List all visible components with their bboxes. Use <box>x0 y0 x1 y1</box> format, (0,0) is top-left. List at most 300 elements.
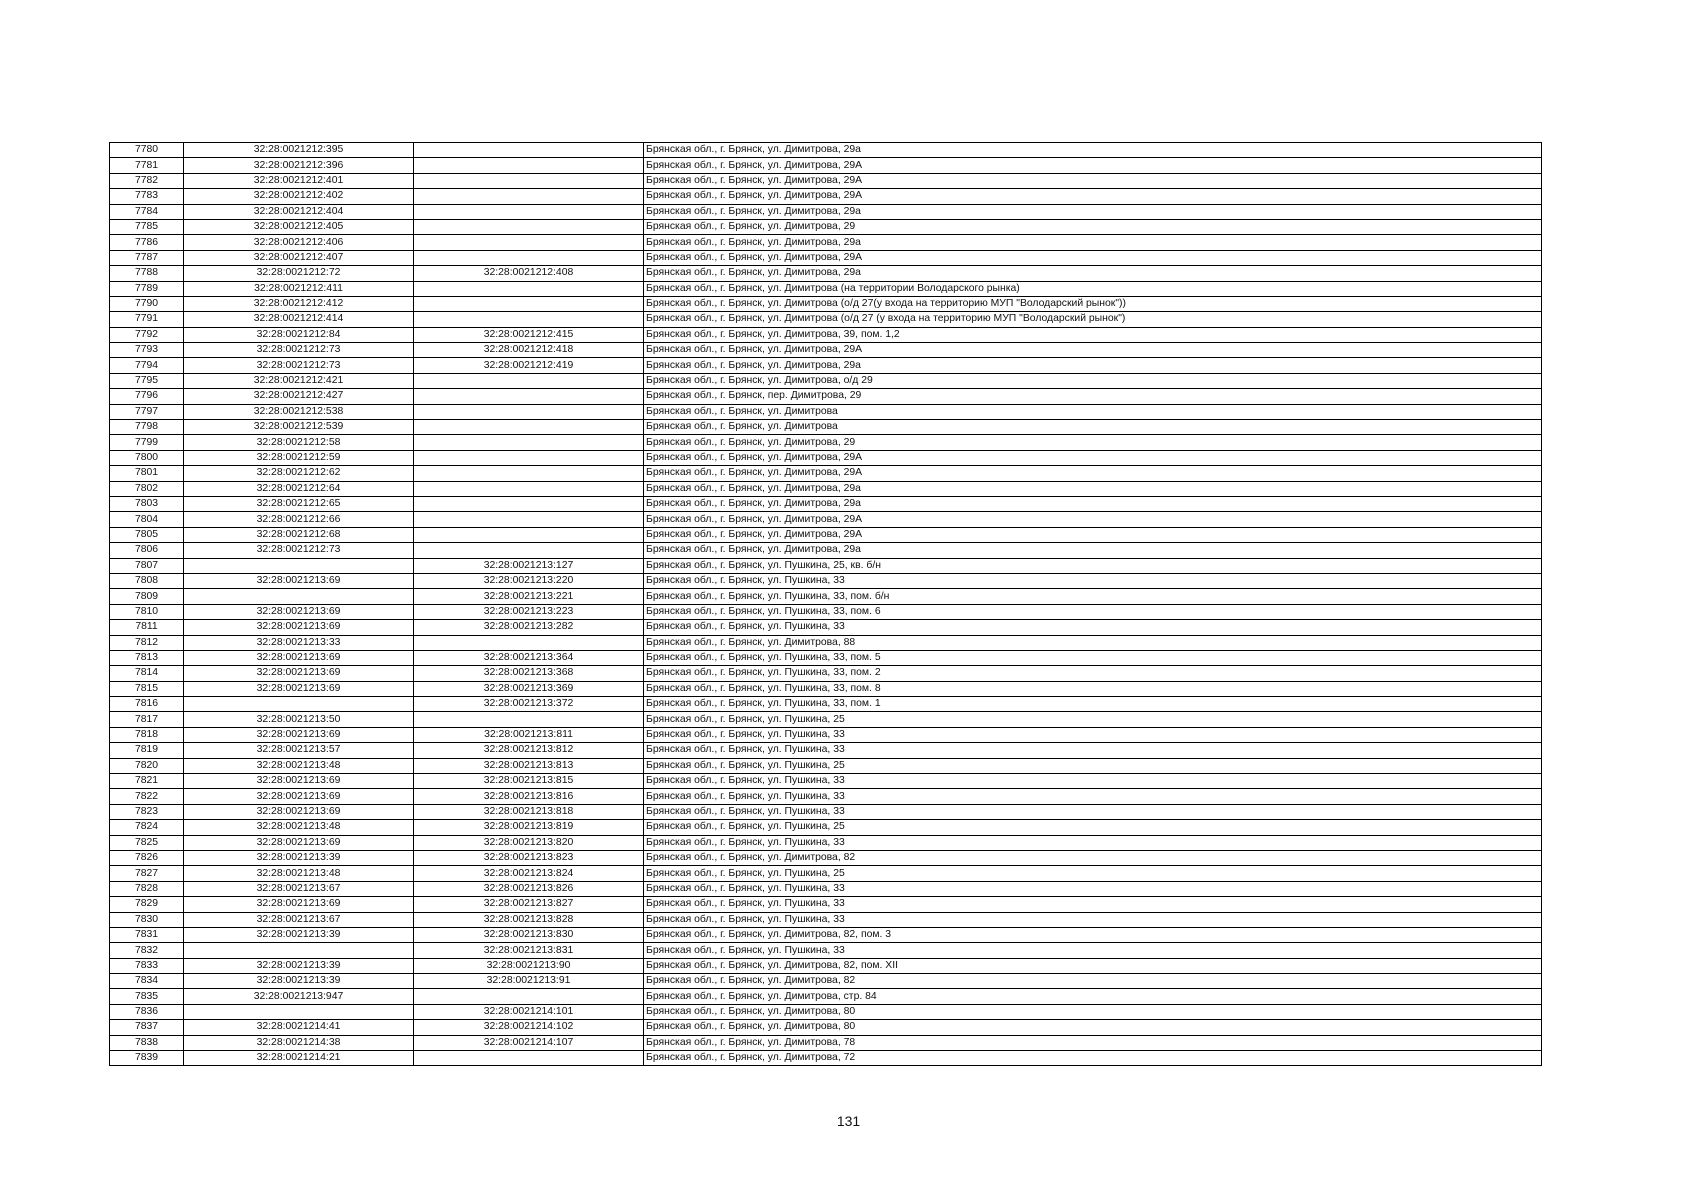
address-cell: Брянская обл., г. Брянск, ул. Пушкина, 33, пом. 6 <box>644 604 1542 619</box>
table-row <box>110 527 1542 542</box>
linked-cadastral-number-cell <box>414 389 644 404</box>
linked-cadastral-number-cell: 32:28:0021213:830 <box>414 927 644 942</box>
linked-cadastral-number-cell <box>414 435 644 450</box>
address-cell: Брянская обл., г. Брянск, ул. Пушкина, 25, кв. б/н <box>644 558 1542 573</box>
linked-cadastral-number-cell <box>414 281 644 296</box>
linked-cadastral-number-cell <box>414 712 644 727</box>
linked-cadastral-number-cell <box>414 466 644 481</box>
cadastral-number-cell: 32:28:0021213:69 <box>184 650 414 665</box>
address-cell: Брянская обл., г. Брянск, ул. Пушкина, 33 <box>644 912 1542 927</box>
linked-cadastral-number-cell <box>414 1051 644 1066</box>
table-row <box>110 774 1542 789</box>
table-row <box>110 420 1542 435</box>
table-row <box>110 327 1542 342</box>
address-cell: Брянская обл., г. Брянск, ул. Пушкина, 33 <box>644 573 1542 588</box>
table-row <box>110 450 1542 465</box>
row-number-cell: 7830 <box>110 912 184 927</box>
address-cell: Брянская обл., г. Брянск, ул. Димитрова, 29А <box>644 512 1542 527</box>
address-cell: Брянская обл., г. Брянск, ул. Димитрова, 29А <box>644 250 1542 265</box>
linked-cadastral-number-cell: 32:28:0021213:826 <box>414 881 644 896</box>
row-number-cell: 7802 <box>110 481 184 496</box>
address-cell: Брянская обл., г. Брянск, ул. Димитрова, 29а <box>644 481 1542 496</box>
row-number-cell: 7793 <box>110 343 184 358</box>
linked-cadastral-number-cell: 32:28:0021213:368 <box>414 666 644 681</box>
address-cell: Брянская обл., г. Брянск, ул. Димитрова, 29а <box>644 204 1542 219</box>
row-number-cell: 7810 <box>110 604 184 619</box>
table-row <box>110 219 1542 234</box>
row-number-cell: 7795 <box>110 373 184 388</box>
cadastral-number-cell: 32:28:0021213:947 <box>184 989 414 1004</box>
linked-cadastral-number-cell: 32:28:0021213:91 <box>414 974 644 989</box>
row-number-cell: 7831 <box>110 927 184 942</box>
row-number-cell: 7797 <box>110 404 184 419</box>
table-row <box>110 281 1542 296</box>
row-number-cell: 7819 <box>110 743 184 758</box>
table-row <box>110 850 1542 865</box>
row-number-cell: 7827 <box>110 866 184 881</box>
cadastral-number-cell: 32:28:0021213:69 <box>184 727 414 742</box>
table-row <box>110 1020 1542 1035</box>
row-number-cell: 7782 <box>110 173 184 188</box>
cadastral-number-cell: 32:28:0021213:33 <box>184 635 414 650</box>
row-number-cell: 7803 <box>110 496 184 511</box>
table-row <box>110 435 1542 450</box>
linked-cadastral-number-cell <box>414 635 644 650</box>
table-row <box>110 512 1542 527</box>
linked-cadastral-number-cell <box>414 158 644 173</box>
address-cell: Брянская обл., г. Брянск, ул. Пушкина, 33 <box>644 789 1542 804</box>
table-row <box>110 558 1542 573</box>
address-cell: Брянская обл., г. Брянск, ул. Пушкина, 33 <box>644 881 1542 896</box>
table-row <box>110 743 1542 758</box>
cadastral-number-cell: 32:28:0021212:396 <box>184 158 414 173</box>
table-row <box>110 712 1542 727</box>
table-row <box>110 235 1542 250</box>
table-row <box>110 881 1542 896</box>
linked-cadastral-number-cell <box>414 235 644 250</box>
address-cell: Брянская обл., г. Брянск, ул. Димитрова <box>644 404 1542 419</box>
address-cell: Брянская обл., г. Брянск, ул. Пушкина, 33, пом. 5 <box>644 650 1542 665</box>
address-cell: Брянская обл., г. Брянск, ул. Димитрова (о/д 27(у входа на территорию МУП "Володарский рынок")) <box>644 296 1542 311</box>
address-cell: Брянская обл., г. Брянск, ул. Димитрова, 29а <box>644 543 1542 558</box>
cadastral-number-cell: 32:28:0021212:59 <box>184 450 414 465</box>
table-row <box>110 897 1542 912</box>
address-cell: Брянская обл., г. Брянск, ул. Пушкина, 25 <box>644 758 1542 773</box>
row-number-cell: 7791 <box>110 312 184 327</box>
registry-table <box>109 142 1542 1066</box>
row-number-cell: 7809 <box>110 589 184 604</box>
table-row <box>110 389 1542 404</box>
cadastral-number-cell: 32:28:0021213:69 <box>184 774 414 789</box>
row-number-cell: 7813 <box>110 650 184 665</box>
table-row <box>110 343 1542 358</box>
linked-cadastral-number-cell: 32:28:0021213:827 <box>414 897 644 912</box>
cadastral-number-cell: 32:28:0021213:50 <box>184 712 414 727</box>
table-row <box>110 697 1542 712</box>
address-cell: Брянская обл., г. Брянск, ул. Димитрова, 29А <box>644 450 1542 465</box>
cadastral-number-cell: 32:28:0021212:407 <box>184 250 414 265</box>
cadastral-number-cell: 32:28:0021214:41 <box>184 1020 414 1035</box>
address-cell: Брянская обл., г. Брянск, ул. Димитрова, 29А <box>644 158 1542 173</box>
address-cell: Брянская обл., г. Брянск, ул. Димитрова, 29а <box>644 266 1542 281</box>
address-cell: Брянская обл., г. Брянск, ул. Димитрова, стр. 84 <box>644 989 1542 1004</box>
table-row <box>110 804 1542 819</box>
linked-cadastral-number-cell: 32:28:0021212:415 <box>414 327 644 342</box>
linked-cadastral-number-cell <box>414 189 644 204</box>
address-cell: Брянская обл., г. Брянск, ул. Димитрова, 82 <box>644 850 1542 865</box>
linked-cadastral-number-cell: 32:28:0021213:282 <box>414 620 644 635</box>
cadastral-number-cell: 32:28:0021213:69 <box>184 835 414 850</box>
table-row <box>110 358 1542 373</box>
table-row <box>110 543 1542 558</box>
linked-cadastral-number-cell: 32:28:0021213:372 <box>414 697 644 712</box>
linked-cadastral-number-cell <box>414 173 644 188</box>
table-row <box>110 943 1542 958</box>
table-row <box>110 173 1542 188</box>
address-cell: Брянская обл., г. Брянск, ул. Димитрова, 29а <box>644 358 1542 373</box>
table-row <box>110 189 1542 204</box>
address-cell: Брянская обл., г. Брянск, ул. Пушкина, 33, пом. 1 <box>644 697 1542 712</box>
table-row <box>110 635 1542 650</box>
address-cell: Брянская обл., г. Брянск, ул. Димитрова, 29А <box>644 466 1542 481</box>
table-row <box>110 927 1542 942</box>
cadastral-number-cell: 32:28:0021212:62 <box>184 466 414 481</box>
row-number-cell: 7790 <box>110 296 184 311</box>
linked-cadastral-number-cell <box>414 420 644 435</box>
table-row <box>110 604 1542 619</box>
linked-cadastral-number-cell <box>414 543 644 558</box>
table-row <box>110 404 1542 419</box>
linked-cadastral-number-cell: 32:28:0021213:127 <box>414 558 644 573</box>
row-number-cell: 7817 <box>110 712 184 727</box>
table-row <box>110 496 1542 511</box>
cadastral-number-cell: 32:28:0021212:68 <box>184 527 414 542</box>
linked-cadastral-number-cell: 32:28:0021213:831 <box>414 943 644 958</box>
cadastral-number-cell: 32:28:0021212:412 <box>184 296 414 311</box>
row-number-cell: 7784 <box>110 204 184 219</box>
row-number-cell: 7783 <box>110 189 184 204</box>
cadastral-number-cell: 32:28:0021212:64 <box>184 481 414 496</box>
cadastral-number-cell: 32:28:0021213:39 <box>184 927 414 942</box>
cadastral-number-cell: 32:28:0021212:538 <box>184 404 414 419</box>
linked-cadastral-number-cell: 32:28:0021213:364 <box>414 650 644 665</box>
row-number-cell: 7796 <box>110 389 184 404</box>
table-row <box>110 958 1542 973</box>
table-row <box>110 666 1542 681</box>
table-row <box>110 1051 1542 1066</box>
address-cell: Брянская обл., г. Брянск, ул. Димитрова, о/д 29 <box>644 373 1542 388</box>
address-cell: Брянская обл., г. Брянск, ул. Димитрова (на территории Володарского рынка) <box>644 281 1542 296</box>
table-row <box>110 650 1542 665</box>
row-number-cell: 7800 <box>110 450 184 465</box>
row-number-cell: 7825 <box>110 835 184 850</box>
cadastral-number-cell: 32:28:0021212:406 <box>184 235 414 250</box>
row-number-cell: 7807 <box>110 558 184 573</box>
cadastral-number-cell: 32:28:0021212:401 <box>184 173 414 188</box>
linked-cadastral-number-cell: 32:28:0021212:418 <box>414 343 644 358</box>
cadastral-number-cell: 32:28:0021213:69 <box>184 604 414 619</box>
table-row <box>110 250 1542 265</box>
row-number-cell: 7837 <box>110 1020 184 1035</box>
table-row <box>110 573 1542 588</box>
linked-cadastral-number-cell: 32:28:0021213:823 <box>414 850 644 865</box>
registry-table-body <box>110 143 1542 1066</box>
table-row <box>110 158 1542 173</box>
address-cell: Брянская обл., г. Брянск, ул. Пушкина, 33 <box>644 774 1542 789</box>
row-number-cell: 7821 <box>110 774 184 789</box>
address-cell: Брянская обл., г. Брянск, ул. Пушкина, 25 <box>644 866 1542 881</box>
table-row <box>110 789 1542 804</box>
address-cell: Брянская обл., г. Брянск, ул. Димитрова, 39, пом. 1,2 <box>644 327 1542 342</box>
cadastral-number-cell: 32:28:0021212:73 <box>184 358 414 373</box>
cadastral-number-cell <box>184 558 414 573</box>
cadastral-number-cell: 32:28:0021213:69 <box>184 620 414 635</box>
linked-cadastral-number-cell: 32:28:0021213:824 <box>414 866 644 881</box>
linked-cadastral-number-cell: 32:28:0021213:811 <box>414 727 644 742</box>
table-row <box>110 727 1542 742</box>
address-cell: Брянская обл., г. Брянск, ул. Пушкина, 33 <box>644 943 1542 958</box>
linked-cadastral-number-cell <box>414 481 644 496</box>
row-number-cell: 7822 <box>110 789 184 804</box>
address-cell: Брянская обл., г. Брянск, ул. Димитрова, 29А <box>644 173 1542 188</box>
address-cell: Брянская обл., г. Брянск, ул. Димитрова, 29А <box>644 189 1542 204</box>
linked-cadastral-number-cell: 32:28:0021213:818 <box>414 804 644 819</box>
linked-cadastral-number-cell: 32:28:0021214:101 <box>414 1004 644 1019</box>
table-row <box>110 681 1542 696</box>
address-cell: Брянская обл., г. Брянск, ул. Димитрова, 80 <box>644 1020 1542 1035</box>
address-cell: Брянская обл., г. Брянск, ул. Димитрова, 29а <box>644 496 1542 511</box>
row-number-cell: 7811 <box>110 620 184 635</box>
cadastral-number-cell: 32:28:0021213:69 <box>184 804 414 819</box>
row-number-cell: 7801 <box>110 466 184 481</box>
row-number-cell: 7792 <box>110 327 184 342</box>
cadastral-number-cell: 32:28:0021213:69 <box>184 666 414 681</box>
address-cell: Брянская обл., г. Брянск, ул. Димитрова, 82, пом. 3 <box>644 927 1542 942</box>
address-cell: Брянская обл., г. Брянск, ул. Димитрова (о/д 27 (у входа на территорию МУП "Володарский рынок") <box>644 312 1542 327</box>
cadastral-number-cell: 32:28:0021213:48 <box>184 758 414 773</box>
cadastral-number-cell: 32:28:0021213:39 <box>184 974 414 989</box>
linked-cadastral-number-cell: 32:28:0021213:90 <box>414 958 644 973</box>
row-number-cell: 7815 <box>110 681 184 696</box>
table-row <box>110 296 1542 311</box>
linked-cadastral-number-cell <box>414 527 644 542</box>
address-cell: Брянская обл., г. Брянск, ул. Димитрова, 29А <box>644 343 1542 358</box>
row-number-cell: 7780 <box>110 143 184 158</box>
cadastral-number-cell: 32:28:0021212:539 <box>184 420 414 435</box>
address-cell: Брянская обл., г. Брянск, ул. Пушкина, 25 <box>644 712 1542 727</box>
cadastral-number-cell: 32:28:0021212:404 <box>184 204 414 219</box>
linked-cadastral-number-cell: 32:28:0021213:819 <box>414 820 644 835</box>
linked-cadastral-number-cell <box>414 250 644 265</box>
cadastral-number-cell: 32:28:0021212:411 <box>184 281 414 296</box>
address-cell: Брянская обл., г. Брянск, ул. Димитрова, 29а <box>644 143 1542 158</box>
linked-cadastral-number-cell <box>414 989 644 1004</box>
linked-cadastral-number-cell <box>414 296 644 311</box>
cadastral-number-cell: 32:28:0021212:65 <box>184 496 414 511</box>
address-cell: Брянская обл., г. Брянск, ул. Димитрова, 29А <box>644 527 1542 542</box>
cadastral-number-cell: 32:28:0021212:405 <box>184 219 414 234</box>
linked-cadastral-number-cell: 32:28:0021213:816 <box>414 789 644 804</box>
cadastral-number-cell: 32:28:0021212:72 <box>184 266 414 281</box>
cadastral-number-cell: 32:28:0021213:48 <box>184 866 414 881</box>
row-number-cell: 7789 <box>110 281 184 296</box>
linked-cadastral-number-cell <box>414 450 644 465</box>
table-row <box>110 1035 1542 1050</box>
cadastral-number-cell: 32:28:0021212:73 <box>184 543 414 558</box>
row-number-cell: 7814 <box>110 666 184 681</box>
linked-cadastral-number-cell: 32:28:0021213:813 <box>414 758 644 773</box>
address-cell: Брянская обл., г. Брянск, ул. Димитрова, 88 <box>644 635 1542 650</box>
table-row <box>110 835 1542 850</box>
table-row <box>110 866 1542 881</box>
cadastral-number-cell <box>184 589 414 604</box>
cadastral-number-cell: 32:28:0021213:48 <box>184 820 414 835</box>
row-number-cell: 7834 <box>110 974 184 989</box>
row-number-cell: 7785 <box>110 219 184 234</box>
row-number-cell: 7816 <box>110 697 184 712</box>
address-cell: Брянская обл., г. Брянск, ул. Пушкина, 33 <box>644 897 1542 912</box>
linked-cadastral-number-cell: 32:28:0021213:223 <box>414 604 644 619</box>
row-number-cell: 7805 <box>110 527 184 542</box>
cadastral-number-cell <box>184 1004 414 1019</box>
cadastral-number-cell: 32:28:0021213:57 <box>184 743 414 758</box>
row-number-cell: 7820 <box>110 758 184 773</box>
page-number: 131 <box>836 1113 861 1129</box>
row-number-cell: 7824 <box>110 820 184 835</box>
table-row <box>110 312 1542 327</box>
address-cell: Брянская обл., г. Брянск, ул. Пушкина, 33 <box>644 743 1542 758</box>
linked-cadastral-number-cell <box>414 373 644 388</box>
linked-cadastral-number-cell <box>414 496 644 511</box>
linked-cadastral-number-cell: 32:28:0021213:221 <box>414 589 644 604</box>
cadastral-number-cell: 32:28:0021214:21 <box>184 1051 414 1066</box>
linked-cadastral-number-cell <box>414 143 644 158</box>
row-number-cell: 7823 <box>110 804 184 819</box>
address-cell: Брянская обл., г. Брянск, ул. Димитрова, 29 <box>644 219 1542 234</box>
row-number-cell: 7786 <box>110 235 184 250</box>
address-cell: Брянская обл., г. Брянск, ул. Димитрова <box>644 420 1542 435</box>
table-row <box>110 758 1542 773</box>
cadastral-number-cell: 32:28:0021213:67 <box>184 881 414 896</box>
linked-cadastral-number-cell <box>414 219 644 234</box>
cadastral-number-cell: 32:28:0021213:39 <box>184 958 414 973</box>
address-cell: Брянская обл., г. Брянск, ул. Димитрова, 80 <box>644 1004 1542 1019</box>
table-row <box>110 1004 1542 1019</box>
cadastral-number-cell <box>184 943 414 958</box>
linked-cadastral-number-cell: 32:28:0021213:369 <box>414 681 644 696</box>
table-row <box>110 143 1542 158</box>
address-cell: Брянская обл., г. Брянск, ул. Димитрова, 29а <box>644 235 1542 250</box>
table-row <box>110 820 1542 835</box>
table-row <box>110 620 1542 635</box>
row-number-cell: 7839 <box>110 1051 184 1066</box>
address-cell: Брянская обл., г. Брянск, ул. Пушкина, 33, пом. 2 <box>644 666 1542 681</box>
linked-cadastral-number-cell: 32:28:0021213:820 <box>414 835 644 850</box>
table-row <box>110 266 1542 281</box>
row-number-cell: 7838 <box>110 1035 184 1050</box>
address-cell: Брянская обл., г. Брянск, ул. Димитрова, 29 <box>644 435 1542 450</box>
address-cell: Брянская обл., г. Брянск, ул. Пушкина, 33, пом. б/н <box>644 589 1542 604</box>
address-cell: Брянская обл., г. Брянск, ул. Пушкина, 33, пом. 8 <box>644 681 1542 696</box>
row-number-cell: 7794 <box>110 358 184 373</box>
row-number-cell: 7829 <box>110 897 184 912</box>
address-cell: Брянская обл., г. Брянск, ул. Димитрова, 82 <box>644 974 1542 989</box>
row-number-cell: 7787 <box>110 250 184 265</box>
linked-cadastral-number-cell: 32:28:0021212:419 <box>414 358 644 373</box>
address-cell: Брянская обл., г. Брянск, ул. Пушкина, 33 <box>644 804 1542 819</box>
cadastral-number-cell: 32:28:0021212:66 <box>184 512 414 527</box>
linked-cadastral-number-cell <box>414 312 644 327</box>
table-row <box>110 974 1542 989</box>
row-number-cell: 7818 <box>110 727 184 742</box>
row-number-cell: 7826 <box>110 850 184 865</box>
address-cell: Брянская обл., г. Брянск, ул. Димитрова, 82, пом. XII <box>644 958 1542 973</box>
row-number-cell: 7781 <box>110 158 184 173</box>
row-number-cell: 7812 <box>110 635 184 650</box>
table-row <box>110 989 1542 1004</box>
cadastral-number-cell: 32:28:0021212:427 <box>184 389 414 404</box>
linked-cadastral-number-cell <box>414 404 644 419</box>
table-row <box>110 589 1542 604</box>
cadastral-number-cell: 32:28:0021213:69 <box>184 897 414 912</box>
linked-cadastral-number-cell: 32:28:0021214:102 <box>414 1020 644 1035</box>
cadastral-number-cell: 32:28:0021213:39 <box>184 850 414 865</box>
linked-cadastral-number-cell: 32:28:0021213:815 <box>414 774 644 789</box>
row-number-cell: 7835 <box>110 989 184 1004</box>
cadastral-number-cell: 32:28:0021213:69 <box>184 789 414 804</box>
cadastral-number-cell <box>184 697 414 712</box>
linked-cadastral-number-cell: 32:28:0021214:107 <box>414 1035 644 1050</box>
cadastral-number-cell: 32:28:0021212:73 <box>184 343 414 358</box>
cadastral-number-cell: 32:28:0021212:414 <box>184 312 414 327</box>
table-row <box>110 204 1542 219</box>
table-row <box>110 466 1542 481</box>
cadastral-number-cell: 32:28:0021213:67 <box>184 912 414 927</box>
address-cell: Брянская обл., г. Брянск, пер. Димитрова, 29 <box>644 389 1542 404</box>
cadastral-number-cell: 32:28:0021212:58 <box>184 435 414 450</box>
linked-cadastral-number-cell: 32:28:0021213:828 <box>414 912 644 927</box>
row-number-cell: 7798 <box>110 420 184 435</box>
cadastral-number-cell: 32:28:0021212:402 <box>184 189 414 204</box>
address-cell: Брянская обл., г. Брянск, ул. Димитрова, 78 <box>644 1035 1542 1050</box>
table-row <box>110 912 1542 927</box>
address-cell: Брянская обл., г. Брянск, ул. Пушкина, 33 <box>644 727 1542 742</box>
address-cell: Брянская обл., г. Брянск, ул. Димитрова, 72 <box>644 1051 1542 1066</box>
linked-cadastral-number-cell <box>414 204 644 219</box>
row-number-cell: 7804 <box>110 512 184 527</box>
row-number-cell: 7799 <box>110 435 184 450</box>
cadastral-number-cell: 32:28:0021213:69 <box>184 681 414 696</box>
row-number-cell: 7806 <box>110 543 184 558</box>
table-row <box>110 481 1542 496</box>
cadastral-number-cell: 32:28:0021212:84 <box>184 327 414 342</box>
linked-cadastral-number-cell: 32:28:0021213:220 <box>414 573 644 588</box>
linked-cadastral-number-cell: 32:28:0021212:408 <box>414 266 644 281</box>
row-number-cell: 7788 <box>110 266 184 281</box>
table-row <box>110 373 1542 388</box>
address-cell: Брянская обл., г. Брянск, ул. Пушкина, 33 <box>644 835 1542 850</box>
linked-cadastral-number-cell: 32:28:0021213:812 <box>414 743 644 758</box>
cadastral-number-cell: 32:28:0021213:69 <box>184 573 414 588</box>
row-number-cell: 7828 <box>110 881 184 896</box>
linked-cadastral-number-cell <box>414 512 644 527</box>
row-number-cell: 7833 <box>110 958 184 973</box>
cadastral-number-cell: 32:28:0021212:395 <box>184 143 414 158</box>
row-number-cell: 7832 <box>110 943 184 958</box>
address-cell: Брянская обл., г. Брянск, ул. Пушкина, 25 <box>644 820 1542 835</box>
row-number-cell: 7836 <box>110 1004 184 1019</box>
address-cell: Брянская обл., г. Брянск, ул. Пушкина, 33 <box>644 620 1542 635</box>
